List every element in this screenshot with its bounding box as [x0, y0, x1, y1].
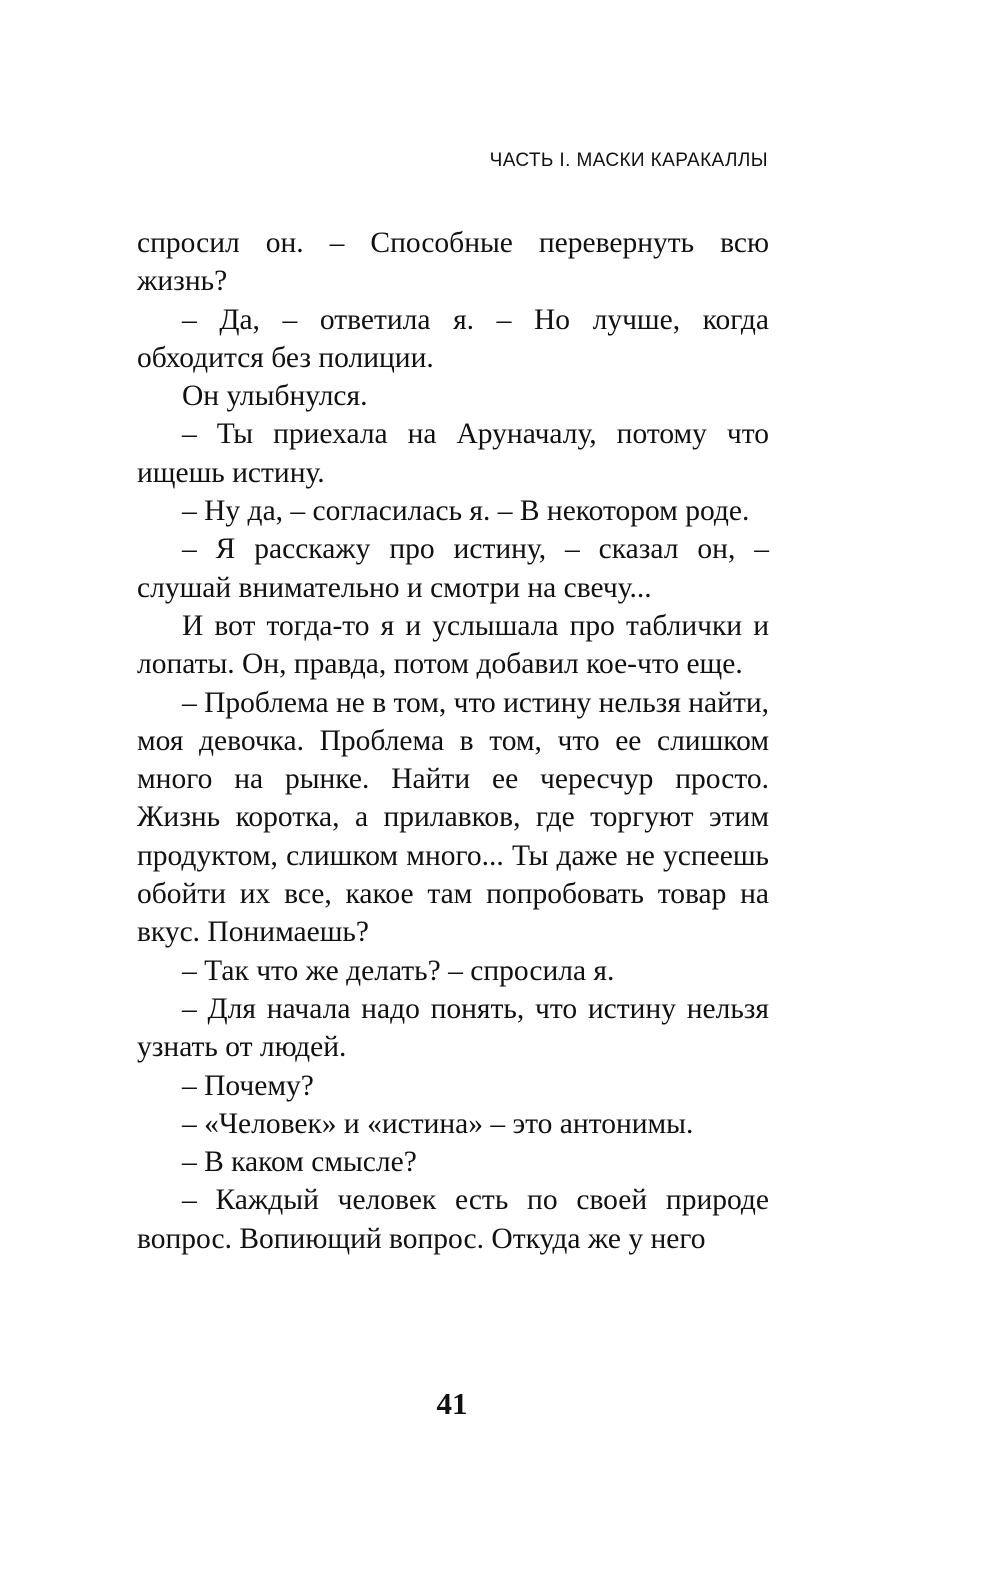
paragraph: спросил он. – Способные перевернуть всю жизнь? — [137, 227, 769, 298]
paragraph: – Для начала надо понять, что истину нельзя узнать от людей. — [137, 992, 769, 1064]
paragraph: – Каждый человек есть по своей природе вопрос. Вопиющий вопрос. Откуда же у него — [137, 1184, 769, 1255]
running-head: ЧАСТЬ I. МАСКИ КАРАКАЛЛЫ — [489, 150, 768, 171]
body-text — [137, 224, 769, 1258]
paragraph: – Ну да, – согласилась я. – В некотором роде. — [182, 495, 750, 528]
paragraph: – Ты приехала на Аруначалу, потому что ищешь истину. — [137, 418, 769, 489]
paragraph: – Я расскажу про истину, – сказал он, – слушай внимательно и смотри на свечу... — [137, 533, 769, 604]
paragraph: Он улыбнулся. — [182, 380, 368, 413]
paragraph: – Почему? — [182, 1069, 314, 1102]
page-number: 41 — [436, 1386, 468, 1421]
paragraph: – Так что же делать? – спросила я. — [182, 954, 615, 987]
paragraph: И вот тогда-то я и услышала про таблички и лопаты. Он, правда, потом добавил кое-что еще. — [137, 609, 769, 681]
paragraph: – Да, – ответила я. – Но лучше, когда обходится без полиции. — [137, 303, 769, 374]
paragraph: – В каком смысле? — [182, 1146, 417, 1179]
paragraph: – «Человек» и «истина» – это антонимы. — [182, 1107, 694, 1140]
paragraph: – Проблема не в том, что истину нельзя найти, моя девочка. Проблема в том, что ее слишком много на рынке. Найти ее чересчур просто. Жизнь коротка, а прилавков, где торгуют этим продуктом, слишком много... Ты даже не успеешь обойти их все, какое там попробовать товар на вкус. Понимаешь? — [137, 686, 769, 949]
